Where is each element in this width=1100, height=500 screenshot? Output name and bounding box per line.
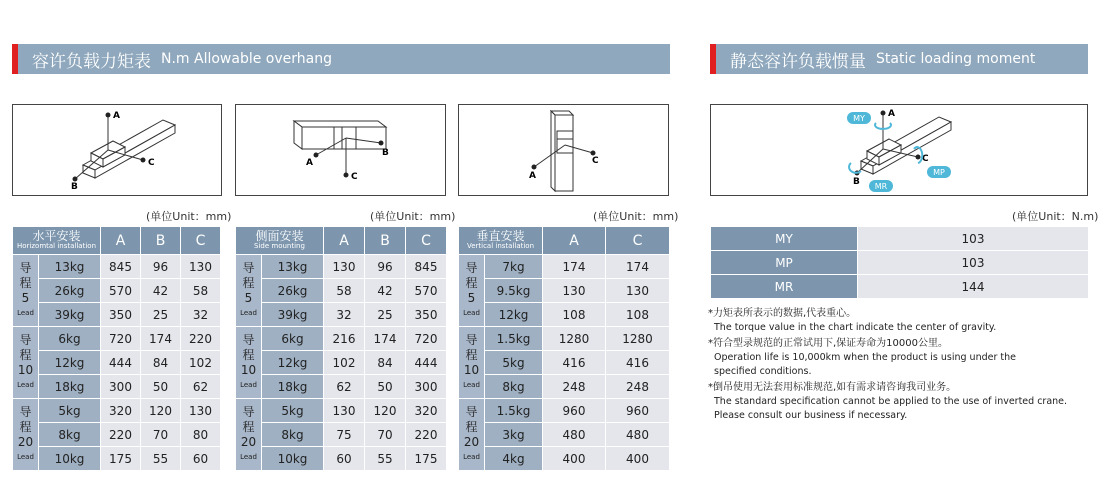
lead-group-label: 导 程 20 Lead xyxy=(459,399,485,471)
table-row xyxy=(236,327,447,351)
table-row xyxy=(13,303,221,327)
value-cell: 75 xyxy=(324,423,365,447)
column-header: C xyxy=(606,227,670,255)
load-cell: 39kg xyxy=(262,303,324,327)
table-header-row xyxy=(459,227,670,255)
table-row xyxy=(711,227,1089,251)
table-row xyxy=(236,255,447,279)
value-cell: 60 xyxy=(324,447,365,471)
header-title-en: Static loading moment xyxy=(876,51,1036,67)
load-cell: 6kg xyxy=(39,327,101,351)
note-item xyxy=(708,381,1067,423)
value-cell: 96 xyxy=(365,255,406,279)
moment-key: MY xyxy=(711,227,858,251)
value-cell: 174 xyxy=(606,255,670,279)
load-cell: 12kg xyxy=(39,351,101,375)
value-cell: 102 xyxy=(324,351,365,375)
load-cell: 18kg xyxy=(262,375,324,399)
table-title-en: Vertical installation xyxy=(466,242,535,250)
table-row xyxy=(13,255,221,279)
lead-group-label: 导 程 10 Lead xyxy=(236,327,262,399)
column-header: C xyxy=(181,227,221,255)
moment-rail-illustration xyxy=(711,105,1087,195)
allowable-overhang-header xyxy=(12,44,670,74)
value-cell: 130 xyxy=(324,255,365,279)
value-cell: 108 xyxy=(543,303,606,327)
load-cell: 10kg xyxy=(262,447,324,471)
value-cell: 248 xyxy=(543,375,606,399)
value-cell: 175 xyxy=(406,447,447,471)
unit-label: (单位Unit：mm) xyxy=(370,210,456,223)
column-header: B xyxy=(365,227,406,255)
moment-key: MP xyxy=(711,251,858,275)
value-cell: 25 xyxy=(365,303,406,327)
side-mount-table xyxy=(235,226,447,471)
axis-label-c: C xyxy=(351,172,358,182)
value-cell: 320 xyxy=(406,399,447,423)
load-cell: 10kg xyxy=(39,447,101,471)
table-row xyxy=(459,423,670,447)
static-moment-diagram xyxy=(710,104,1088,196)
table-row xyxy=(13,447,221,471)
value-cell: 400 xyxy=(543,447,606,471)
value-cell: 120 xyxy=(141,399,181,423)
table-title xyxy=(13,227,101,255)
axis-label-a: A xyxy=(306,158,313,168)
value-cell: 130 xyxy=(543,279,606,303)
value-cell: 32 xyxy=(324,303,365,327)
lead-group-label: 导 程 5 Lead xyxy=(236,255,262,327)
value-cell: 444 xyxy=(101,351,141,375)
value-cell: 300 xyxy=(101,375,141,399)
moment-value: 103 xyxy=(858,251,1089,275)
side-mount-diagram xyxy=(235,104,446,196)
header-title-cn: 容许负载力矩表 xyxy=(32,51,151,72)
vertical-install-table xyxy=(458,226,670,471)
value-cell: 220 xyxy=(181,327,221,351)
value-cell: 570 xyxy=(406,279,447,303)
header-accent-bar xyxy=(12,44,18,74)
value-cell: 70 xyxy=(365,423,406,447)
value-cell: 480 xyxy=(543,423,606,447)
static-loading-header xyxy=(710,44,1088,74)
value-cell: 400 xyxy=(606,447,670,471)
axis-label-c: C xyxy=(148,158,155,168)
value-cell: 62 xyxy=(181,375,221,399)
load-cell: 1.5kg xyxy=(485,399,543,423)
table-title xyxy=(459,227,543,255)
load-cell: 9.5kg xyxy=(485,279,543,303)
axis-label-b: B xyxy=(382,148,389,158)
axis-label-a: A xyxy=(529,171,536,181)
table-row xyxy=(236,399,447,423)
table-row xyxy=(13,423,221,447)
column-header: C xyxy=(406,227,447,255)
value-cell: 42 xyxy=(365,279,406,303)
table-row xyxy=(459,279,670,303)
value-cell: 1280 xyxy=(606,327,670,351)
value-cell: 350 xyxy=(101,303,141,327)
column-header: B xyxy=(141,227,181,255)
note-en: specified conditions. xyxy=(714,366,812,377)
lead-group-label: 导 程 10 Lead xyxy=(13,327,39,399)
axis-label-a: A xyxy=(888,109,895,119)
value-cell: 84 xyxy=(141,351,181,375)
static-moment-table xyxy=(710,226,1089,299)
value-cell: 248 xyxy=(606,375,670,399)
my-badge-label: MY xyxy=(853,114,865,123)
table-row xyxy=(13,375,221,399)
note-en: Please consult our business if necessary. xyxy=(714,410,908,421)
header-title-cn: 静态容许负载惯量 xyxy=(730,51,866,72)
value-cell: 130 xyxy=(606,279,670,303)
table-row xyxy=(711,251,1089,275)
value-cell: 175 xyxy=(101,447,141,471)
value-cell: 80 xyxy=(181,423,221,447)
value-cell: 120 xyxy=(365,399,406,423)
value-cell: 960 xyxy=(543,399,606,423)
table-row xyxy=(236,375,447,399)
horizontal-install-table xyxy=(12,226,221,471)
value-cell: 96 xyxy=(141,255,181,279)
unit-label: (单位Unit：mm) xyxy=(146,210,232,223)
axis-label-c: C xyxy=(922,154,929,164)
axis-label-b: B xyxy=(853,177,860,187)
axis-label-c: C xyxy=(592,156,599,166)
load-cell: 1.5kg xyxy=(485,327,543,351)
table-title-en: Side mounting xyxy=(254,242,305,250)
mr-badge-label: MR xyxy=(874,182,888,191)
load-cell: 7kg xyxy=(485,255,543,279)
value-cell: 845 xyxy=(406,255,447,279)
value-cell: 174 xyxy=(141,327,181,351)
note-en: The standard specification cannot be applied to the use of inverted crane. xyxy=(714,396,1068,407)
load-cell: 8kg xyxy=(485,375,543,399)
value-cell: 444 xyxy=(406,351,447,375)
load-cell: 3kg xyxy=(485,423,543,447)
load-cell: 8kg xyxy=(39,423,101,447)
load-cell: 5kg xyxy=(485,351,543,375)
table-row xyxy=(459,399,670,423)
table-row xyxy=(459,255,670,279)
table-row xyxy=(13,351,221,375)
load-cell: 4kg xyxy=(485,447,543,471)
value-cell: 480 xyxy=(606,423,670,447)
value-cell: 320 xyxy=(101,399,141,423)
value-cell: 60 xyxy=(181,447,221,471)
value-cell: 42 xyxy=(141,279,181,303)
value-cell: 416 xyxy=(543,351,606,375)
unit-label: (单位Unit：N.m) xyxy=(1012,210,1099,223)
value-cell: 300 xyxy=(406,375,447,399)
value-cell: 720 xyxy=(406,327,447,351)
mr-rotation-arrow xyxy=(849,163,861,173)
notes-section xyxy=(708,307,1067,425)
table-row xyxy=(236,447,447,471)
load-cell: 5kg xyxy=(262,399,324,423)
value-cell: 174 xyxy=(365,327,406,351)
value-cell: 1280 xyxy=(543,327,606,351)
table-row xyxy=(236,279,447,303)
value-cell: 58 xyxy=(324,279,365,303)
value-cell: 55 xyxy=(365,447,406,471)
table-row xyxy=(13,327,221,351)
value-cell: 350 xyxy=(406,303,447,327)
value-cell: 216 xyxy=(324,327,365,351)
load-cell: 26kg xyxy=(262,279,324,303)
value-cell: 720 xyxy=(101,327,141,351)
note-en: The torque value in the chart indicate the center of gravity. xyxy=(714,322,997,333)
value-cell: 50 xyxy=(365,375,406,399)
load-cell: 26kg xyxy=(39,279,101,303)
axis-label-a: A xyxy=(113,111,120,121)
table-row xyxy=(711,275,1089,299)
note-cn: *倒吊使用无法套用标准规范,如有需求请咨询我司业务。 xyxy=(708,382,957,393)
value-cell: 32 xyxy=(181,303,221,327)
value-cell: 108 xyxy=(606,303,670,327)
note-en: Operation life is 10,000km when the product is using under the xyxy=(714,352,1016,363)
axis-label-b: B xyxy=(71,182,78,192)
mp-badge-label: MP xyxy=(933,168,945,177)
load-cell: 8kg xyxy=(262,423,324,447)
load-cell: 12kg xyxy=(262,351,324,375)
moment-value: 144 xyxy=(858,275,1089,299)
value-cell: 130 xyxy=(324,399,365,423)
table-title xyxy=(236,227,324,255)
value-cell: 84 xyxy=(365,351,406,375)
column-header: A xyxy=(101,227,141,255)
value-cell: 174 xyxy=(543,255,606,279)
table-row xyxy=(13,399,221,423)
value-cell: 416 xyxy=(606,351,670,375)
moment-value: 103 xyxy=(858,227,1089,251)
table-title-en: Horizomtal installation xyxy=(17,242,96,250)
load-cell: 13kg xyxy=(39,255,101,279)
table-title-cn: 垂直安装 xyxy=(476,229,525,243)
note-cn: *符合型录规范的正常试用下,保证寿命为10000公里。 xyxy=(708,338,948,349)
value-cell: 570 xyxy=(101,279,141,303)
value-cell: 130 xyxy=(181,399,221,423)
side-rail-illustration xyxy=(236,105,445,195)
lead-group-label: 导 程 5 Lead xyxy=(459,255,485,327)
table-row xyxy=(459,375,670,399)
column-header: A xyxy=(324,227,365,255)
lead-group-label: 导 程 20 Lead xyxy=(236,399,262,471)
table-row xyxy=(236,303,447,327)
horizontal-rail-illustration xyxy=(13,105,221,195)
column-header: A xyxy=(543,227,606,255)
load-cell: 18kg xyxy=(39,375,101,399)
value-cell: 50 xyxy=(141,375,181,399)
value-cell: 55 xyxy=(141,447,181,471)
table-row xyxy=(236,423,447,447)
vertical-mount-diagram xyxy=(458,104,669,196)
unit-label: (单位Unit：mm) xyxy=(593,210,679,223)
table-title-cn: 侧面安装 xyxy=(255,229,304,243)
lead-group-label: 导 程 5 Lead xyxy=(13,255,39,327)
horizontal-mount-diagram xyxy=(12,104,222,196)
load-cell: 6kg xyxy=(262,327,324,351)
load-cell: 39kg xyxy=(39,303,101,327)
table-title-cn: 水平安装 xyxy=(32,229,81,243)
value-cell: 960 xyxy=(606,399,670,423)
lead-group-label: 导 程 20 Lead xyxy=(13,399,39,471)
moment-key: MR xyxy=(711,275,858,299)
load-cell: 13kg xyxy=(262,255,324,279)
value-cell: 845 xyxy=(101,255,141,279)
table-row xyxy=(459,303,670,327)
value-cell: 220 xyxy=(101,423,141,447)
note-item xyxy=(708,307,1067,335)
vertical-rail-illustration xyxy=(459,105,668,195)
value-cell: 130 xyxy=(181,255,221,279)
load-cell: 5kg xyxy=(39,399,101,423)
header-title-en: N.m Allowable overhang xyxy=(161,51,332,67)
header-accent-bar xyxy=(710,44,716,74)
table-header-row xyxy=(13,227,221,255)
table-row xyxy=(459,327,670,351)
value-cell: 220 xyxy=(406,423,447,447)
table-header-row xyxy=(236,227,447,255)
table-row xyxy=(236,351,447,375)
value-cell: 58 xyxy=(181,279,221,303)
value-cell: 70 xyxy=(141,423,181,447)
note-item xyxy=(708,337,1067,379)
note-cn: *力矩表所表示的数据,代表重心。 xyxy=(708,308,857,319)
load-cell: 12kg xyxy=(485,303,543,327)
value-cell: 25 xyxy=(141,303,181,327)
lead-group-label: 导 程 10 Lead xyxy=(459,327,485,399)
value-cell: 102 xyxy=(181,351,221,375)
table-row xyxy=(13,279,221,303)
table-row xyxy=(459,351,670,375)
value-cell: 62 xyxy=(324,375,365,399)
table-row xyxy=(459,447,670,471)
